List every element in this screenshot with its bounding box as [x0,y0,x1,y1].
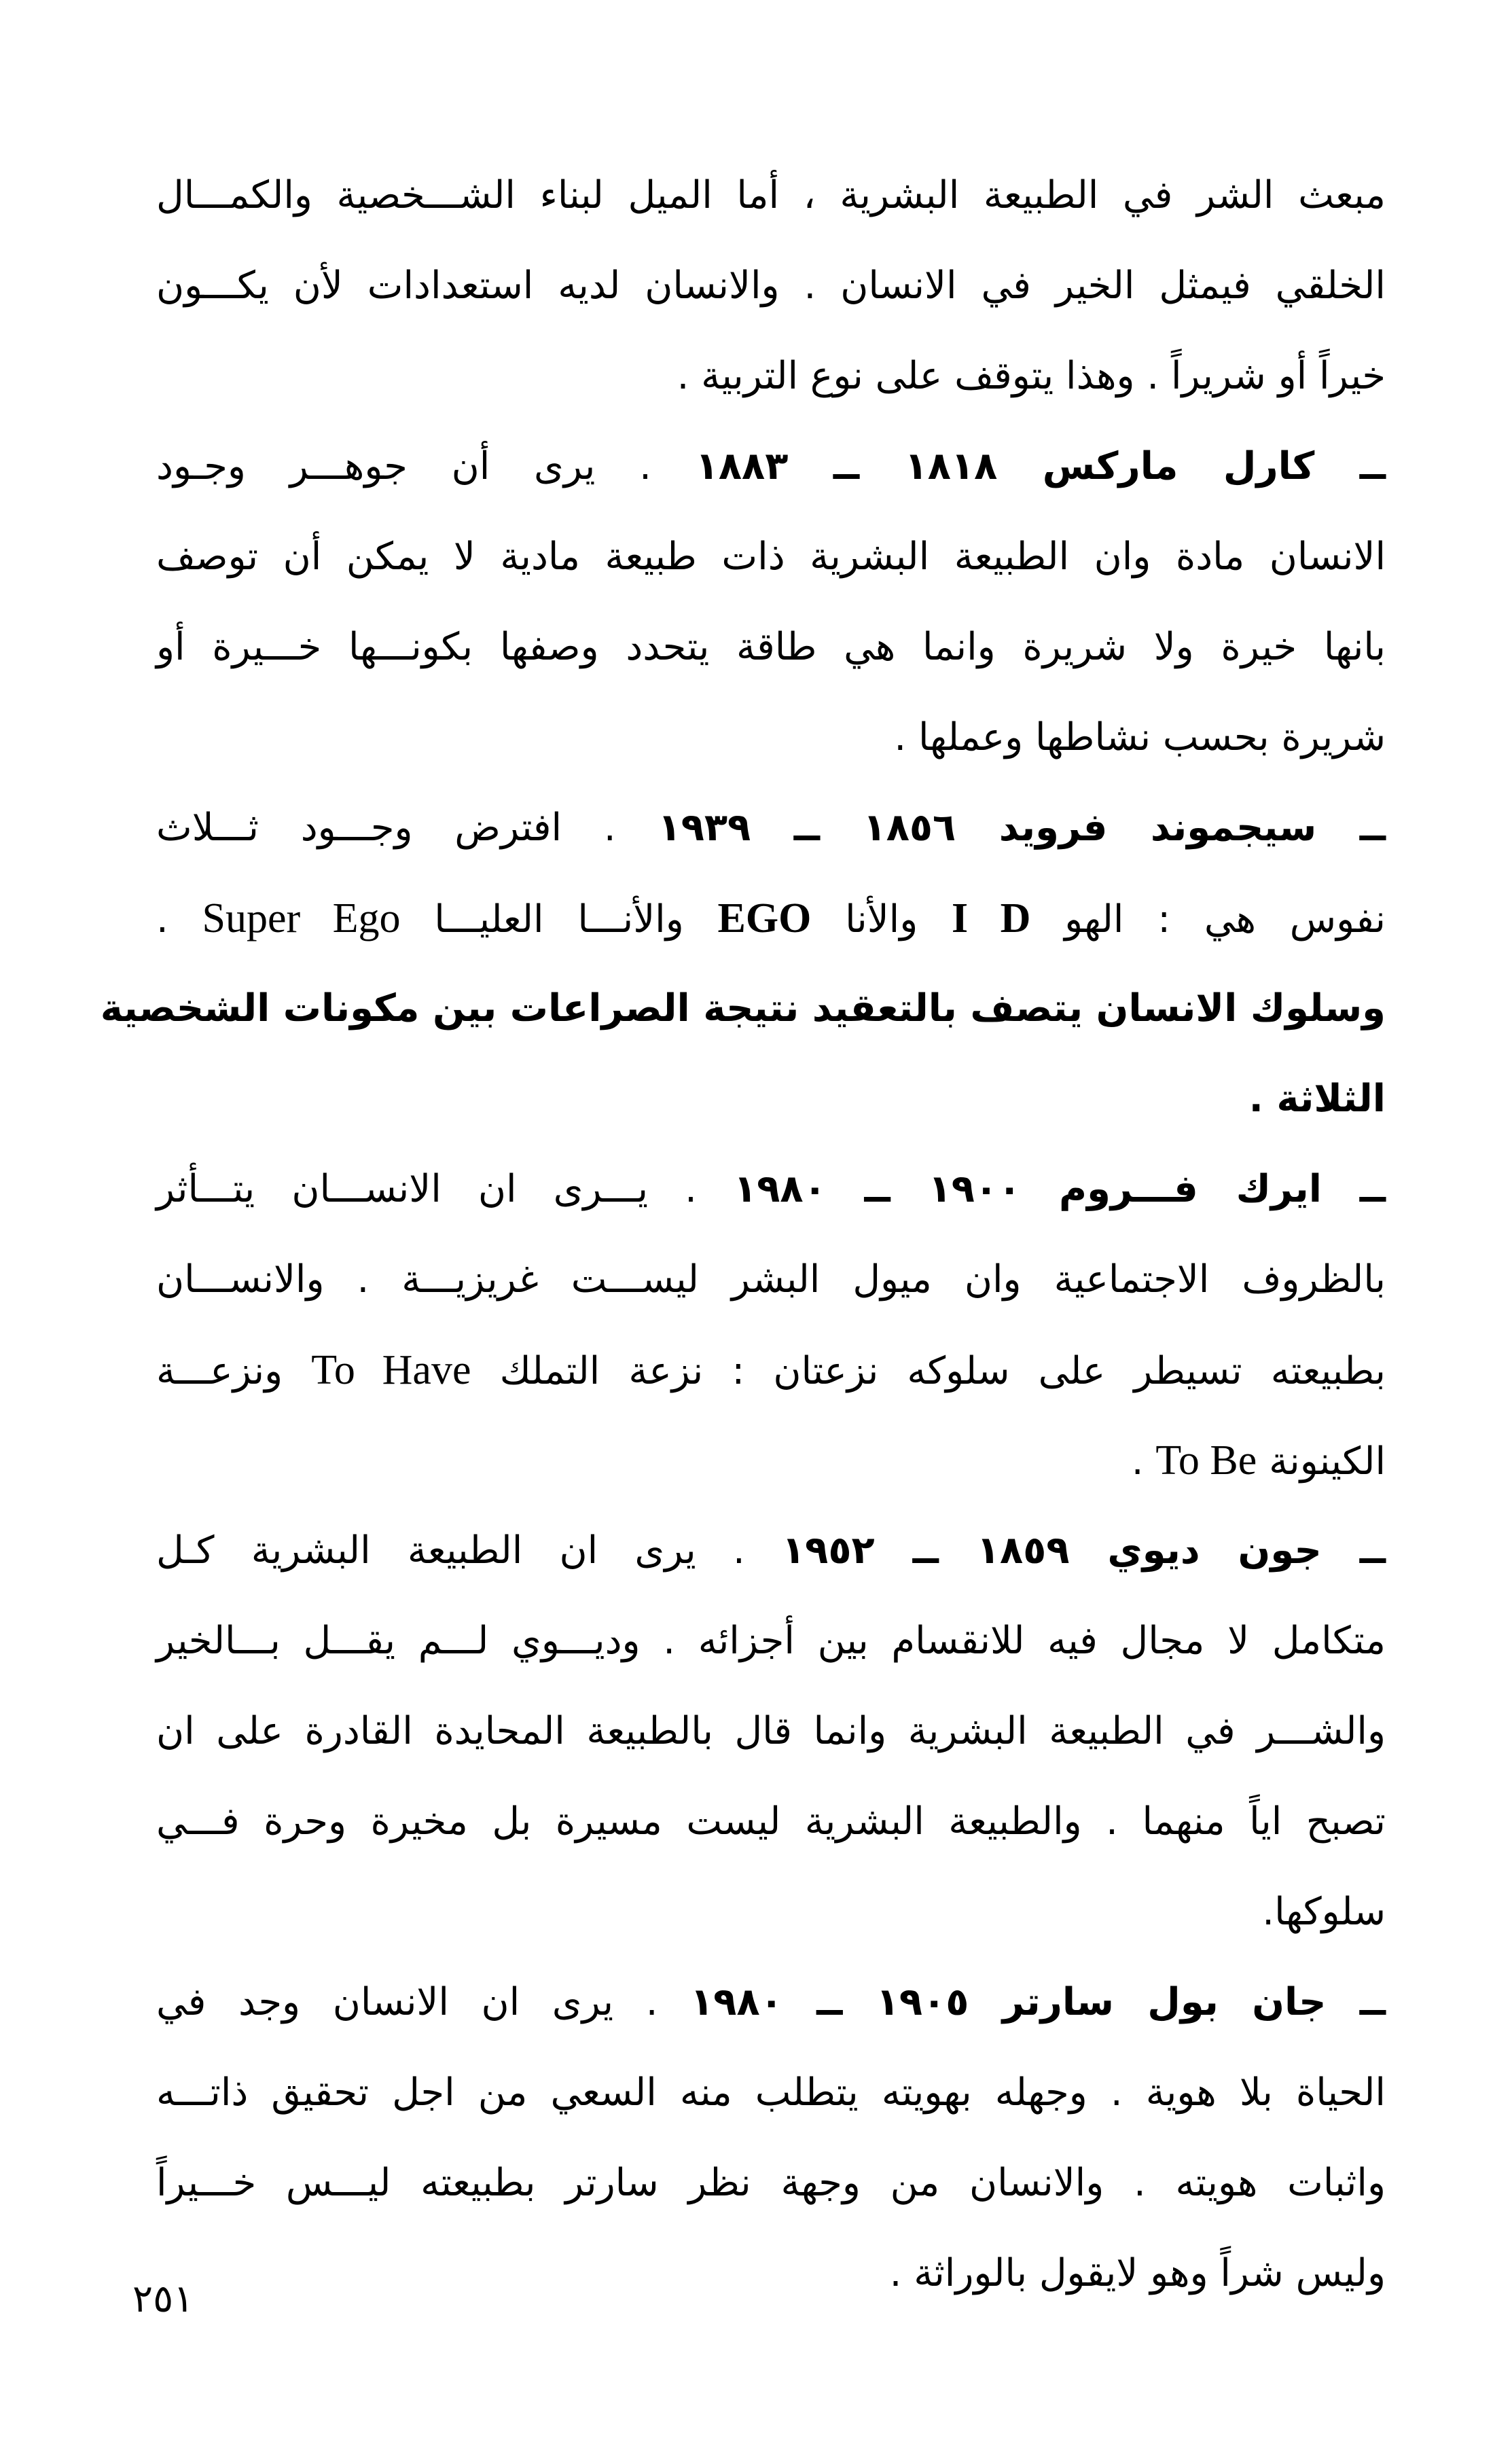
text-line: بانها خيرة ولا شريرة وانما هي طاقة يتحدد وصفها بكونـــها خـــيرة أو [156,625,1386,669]
text-line: بالظروف الاجتماعية وان ميول البشر ليســـت غريزيـــة . والانســـان [156,1257,1386,1302]
text-line: شريرة بحسب نشاطها وعملها . [894,715,1386,759]
text-line: واثبات هويته . والانسان من وجهة نظر سارتر بطبيعته ليـــس خـــيراً [156,2161,1386,2205]
line-text: الكينونة [1257,1439,1386,1484]
section-heading-sartre: ــ جان بول سارتر ١٩٠٥ ــ ١٩٨٠ [690,1980,1386,2024]
section-heading-dewey: ــ جون ديوي ١٨٥٩ ــ ١٩٥٢ [781,1528,1386,1573]
latin-term-id: I D [952,895,1031,941]
text-line: خيراً أو شريراً . وهذا يتوقف على نوع التربية . [677,354,1386,398]
line-text: . [156,897,202,941]
text-line: وسلوك الانسان يتصف بالتعقيد نتيجة الصراعات بين مكونات الشخصية [100,986,1386,1030]
text-line: سلوكها. [1262,1890,1386,1934]
text-line [156,433,1386,523]
latin-term-to-be: To Be [1155,1437,1257,1484]
text-line: تصبح اياً منهما . والطبيعة البشرية ليست مسيرة بل مخيرة وحرة فـــي [156,1799,1386,1844]
line-text: ونزعـــة [156,1349,312,1393]
body-text [100,162,1386,2330]
text-line [156,1336,1386,1427]
line-text: . يرى ان الطبيعة البشرية كـل [156,1528,782,1573]
text-line: الانسان مادة وان الطبيعة البشرية ذات طبيعة مادية لا يمكن أن توصف [156,535,1386,579]
text-line [156,1155,1386,1246]
line-text: والأنـــا العليـــا [400,897,718,941]
line-text: بطبيعته تسيطر على سلوكه نزعتان : نزعة التملك [471,1349,1386,1393]
line-text: والأنا [811,897,952,941]
text-line [156,884,1386,975]
latin-term-super-ego: Super Ego [202,895,401,941]
text-line [156,1427,1386,1517]
text-line: الثلاثة . [1248,1077,1386,1121]
text-line [156,794,1386,884]
line-text: . يرى ان الانسان وجد في [156,1980,691,2024]
section-heading-freud: ــ سيجموند فرويد ١٨٥٦ ــ ١٩٣٩ [658,806,1386,850]
text-line: الحياة بلا هوية . وجهله بهويته يتطلب منه السعي من اجل تحقيق ذاتـــه [156,2070,1386,2115]
line-text: نفوس هي : الهو [1030,897,1386,941]
text-line: مبعث الشر في الطبيعة البشرية ، أما الميل لبناء الشـــخصية والكمـــال [156,173,1386,217]
text-line: الخلقي فيمثل الخير في الانسان . والانسان لديه استعدادات لأن يكـــون [156,264,1386,308]
page-number: ٢٥١ [132,2277,194,2321]
text-line [156,1969,1386,2059]
text-line: وليس شراً وهو لايقول بالوراثة . [889,2251,1386,2295]
line-text: . [1131,1439,1156,1484]
line-text: . يرى أن جوهـــر وجـود [156,444,696,488]
latin-term-to-have: To Have [311,1347,471,1393]
latin-term-ego: EGO [717,895,812,941]
line-text: . يـــرى ان الانســـان يتـــأثر [156,1167,734,1211]
line-text: . افترض وجـــود ثـــلاث [156,806,658,850]
text-line [156,1517,1386,1607]
text-line: متكامل لا مجال فيه للانقسام بين أجزائه . وديـــوي لـــم يقـــل بـــالخير [156,1619,1386,1663]
section-heading-marx: ــ كارل ماركس ١٨١٨ ــ ١٨٨٣ [695,444,1386,488]
text-line: والشـــر في الطبيعة البشرية وانما قال بالطبيعة المحايدة القادرة على ان [156,1709,1386,1753]
section-heading-fromm: ــ ايرك فـــروم ١٩٠٠ ــ ١٩٨٠ [734,1167,1386,1211]
